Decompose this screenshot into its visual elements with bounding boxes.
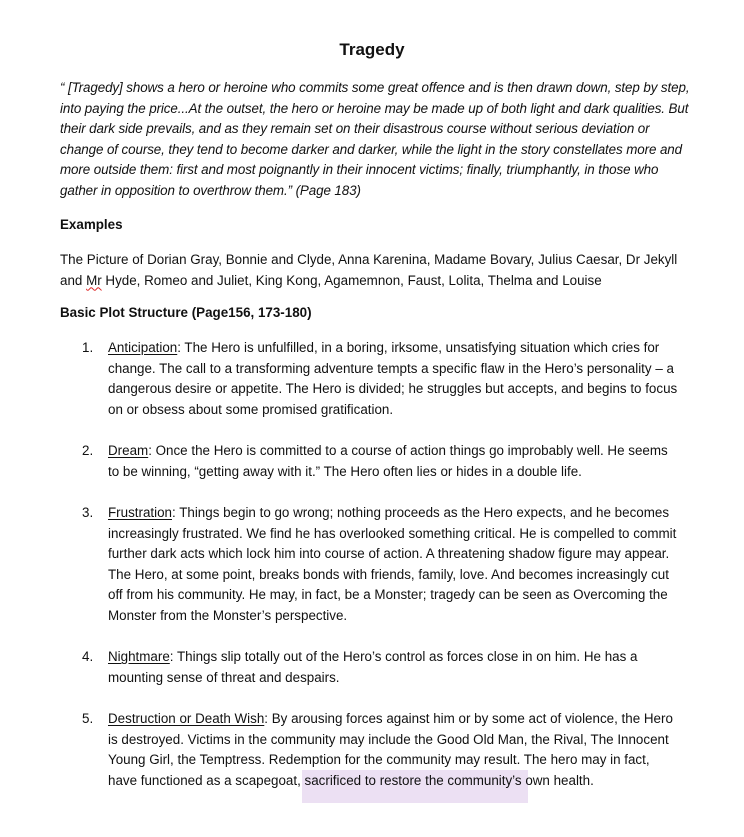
stage-description: : The Hero is unfulfilled, in a boring, irksome, unsatisfying situation which cries for change. The call to a transforming adventure tempts a specific flaw in the Hero’s personality – a dangerous desire or appetite. The Hero is divided; he struggles but accepts, and begins to focus on or obsess about some promised gratification. (108, 340, 678, 417)
list-number: 4. (82, 649, 94, 664)
stage-term: Nightmare (108, 649, 170, 664)
list-number: 2. (82, 443, 94, 458)
stage-term: Dream (108, 443, 149, 458)
examples-paragraph (60, 250, 700, 291)
list-item-body (108, 503, 682, 627)
plot-structure-heading: Basic Plot Structure (Page156, 173-180) (60, 305, 312, 320)
examples-heading: Examples (60, 217, 123, 232)
list-item-body (108, 441, 682, 482)
examples-text-part-1: The Picture of Dorian Gray, Bonnie and Clyde, Anna Karenina, Madame Bovary, Julius Caesar, Dr Jekyll and (60, 252, 678, 288)
list-number: 3. (82, 505, 94, 520)
stage-description: : Things begin to go wrong; nothing proceeds as the Hero expects, and he becomes increasingly frustrated. We find he has overlooked something critical. He is compelled to commit further dark acts which lock him into course of action. A threatening shadow figure may appear. The Hero, at some point, breaks bonds with friends, family, love. And becomes increasingly cut off from his community. He may, in fact, be a Monster; tragedy can be seen as Overcoming the Monster from the Monster’s perspective. (108, 505, 677, 623)
epigraph-quote: “ [Tragedy] shows a hero or heroine who commits some great offence and is then drawn down, step by step, into paying the price...At the outset, the hero or heroine may be made up of both light and dark qualities. But their dark side prevails, and as they remain set on their disastrous course without serious deviation or change of course, they tend to become darker and darker, while the light in the story constellates more and more outside them: first and most poignantly in their innocent victims; finally, triumphantly, in those who gather in opposition to overthrow them.” (Page 183) (60, 80, 690, 198)
list-number: 5. (82, 711, 94, 726)
stage-term: Frustration (108, 505, 172, 520)
list-item-body (108, 647, 682, 688)
list-number: 1. (82, 340, 94, 355)
stage-term: Destruction or Death Wish (108, 711, 265, 726)
list-item-body (108, 709, 682, 791)
stage-description: : Once the Hero is committed to a course of action things go improbably well. He seems to be winning, “getting away with it.” The Hero often lies or hides in a double life. (108, 443, 668, 479)
stage-description: : Things slip totally out of the Hero’s control as forces close in on him. He has a mounting sense of threat and despairs. (108, 649, 638, 685)
examples-text-part-2: Hyde, Romeo and Juliet, King Kong, Agamemnon, Faust, Lolita, Thelma and Louise (101, 272, 602, 288)
stage-term: Anticipation (108, 340, 178, 355)
spellcheck-flagged-word[interactable]: Mr (86, 272, 102, 288)
page-title: Tragedy (339, 40, 405, 59)
list-item-body (108, 338, 682, 420)
stage-description: : By arousing forces against him or by some act of violence, the Hero is destroyed. Victims in the community may include the Good Old Man, the Rival, The Innocent Young Girl, the Temptress. Redemption for the community may result. The hero may in fact, have functioned as a scapegoat, sacrificed to restore the community’s own health. (108, 711, 673, 788)
